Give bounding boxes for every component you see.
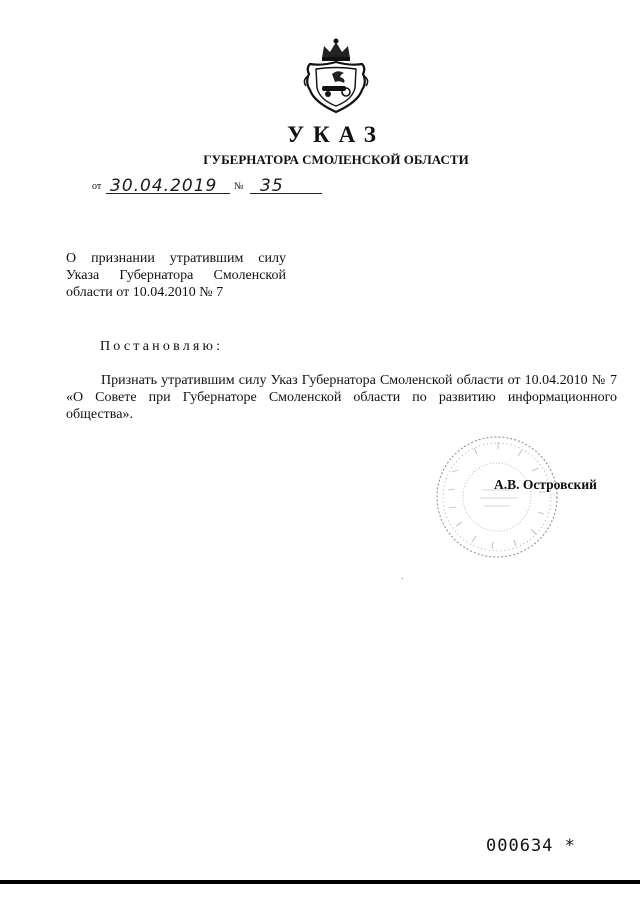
document-subtitle: ГУБЕРНАТОРА СМОЛЕНСКОЙ ОБЛАСТИ xyxy=(203,152,469,167)
number-label: № xyxy=(234,181,244,192)
decree-body xyxy=(66,372,617,423)
scan-speck xyxy=(402,578,403,579)
decree-subject: О признании утратившим силу Указа Губернатора Смоленской области от 10.04.2010 № 7 xyxy=(66,251,286,300)
signatory-name: А.В. Островский xyxy=(494,477,597,492)
bottom-scan-border xyxy=(0,880,640,884)
date-number-line xyxy=(92,176,332,196)
smolensk-coat-of-arms-icon xyxy=(300,36,372,116)
decree-body-text: Признать утратившим силу Указ Губернатора Смоленской области от 10.04.2010 № 7 «О Совете при Губернаторе Смоленской области по развитию информационного общества». xyxy=(66,373,617,422)
handwritten-number: 35 xyxy=(260,176,284,196)
official-seal-icon xyxy=(432,432,562,562)
decree-word: Постановляю: xyxy=(100,339,224,354)
date-from-label: от xyxy=(92,181,102,192)
handwritten-date: 30.04.2019 xyxy=(110,176,218,196)
document-title: УКАЗ xyxy=(287,122,385,147)
serial-number: 000634 * xyxy=(486,836,576,856)
